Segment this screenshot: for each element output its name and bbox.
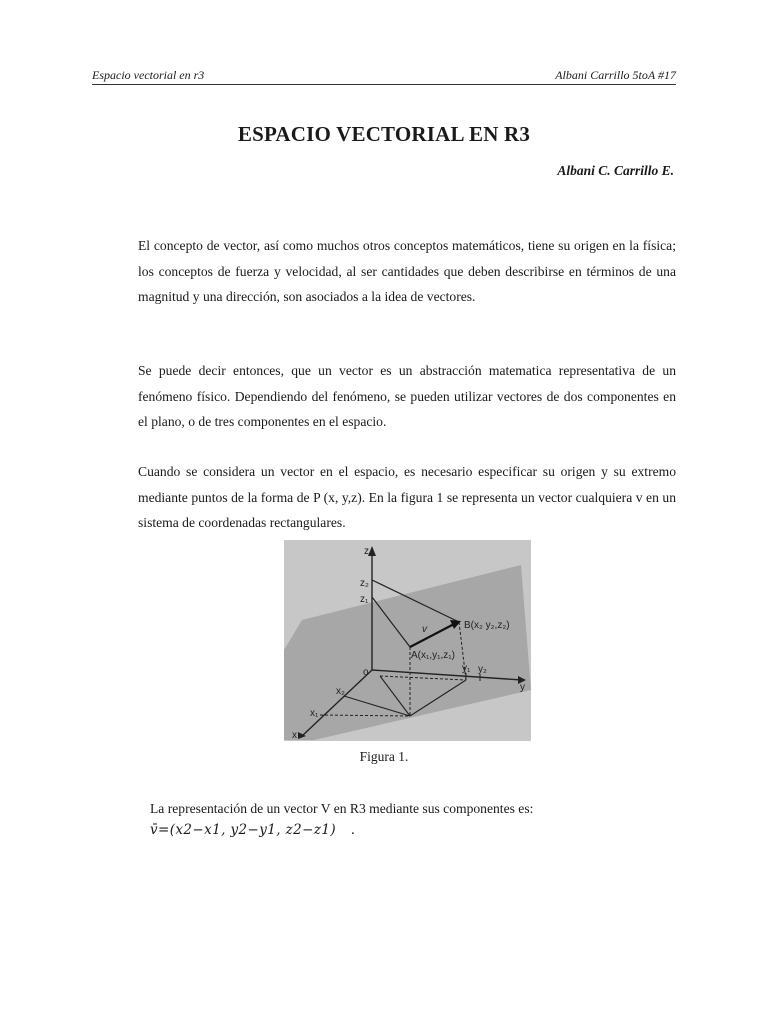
label-x2: x₂	[336, 686, 345, 697]
label-x: x	[292, 730, 297, 741]
label-b: B(x₂ y₂,z₂)	[464, 620, 510, 631]
label-x1: x₁	[310, 708, 319, 719]
label-y: y	[520, 682, 525, 693]
formula-period: .	[350, 822, 356, 838]
vector-formula	[150, 822, 355, 838]
label-a: A(x₁,y₁,z₁)	[411, 650, 456, 661]
label-y1: y₁	[462, 663, 471, 674]
label-v: v	[422, 624, 427, 635]
label-z1: z₁	[360, 594, 369, 605]
figure-1	[284, 540, 531, 741]
label-z: z	[364, 546, 369, 557]
paragraph-3: Cuando se considera un vector en el espacio, es necesario especificar su origen y su extremo mediante puntos de la forma de P (x, y,z). En la figura 1 se representa un vector cualquiera v en un sistema de coordenadas rectangulares.	[138, 464, 676, 531]
label-y2: y₂	[478, 664, 487, 675]
figure-caption: Figura 1.	[359, 749, 409, 764]
formula-sentence: La representación de un vector V en R3 mediante sus componentes es:	[150, 801, 534, 816]
paragraph-1: El concepto de vector, así como muchos otros conceptos matemáticos, tiene su origen en la física; los conceptos de fuerza y velocidad, al ser cantidades que deben describirse en términos de una magnitud y una dirección, son asociados a la idea de vectores.	[138, 238, 676, 305]
author-name: Albani C. Carrillo E.	[557, 163, 674, 178]
label-z2: z₂	[360, 578, 369, 589]
label-origin: o	[363, 667, 369, 678]
page-header	[92, 68, 676, 85]
shaded-plane	[284, 565, 531, 740]
header-left: Espacio vectorial en r3	[92, 68, 205, 82]
document-title: ESPACIO VECTORIAL EN R3	[237, 122, 531, 146]
coordinate-diagram	[284, 540, 531, 741]
z-arrow-icon	[368, 546, 376, 556]
header-right: Albani Carrillo 5toA #17	[555, 68, 676, 82]
paragraph-2: Se puede decir entonces, que un vector es un abstracción matematica representativa de un fenómeno físico. Dependiendo del fenómeno, se pueden utilizar vectores de dos componentes en el plano, o de tres componentes en el espacio.	[138, 363, 676, 430]
formula-expression: v̄=(x2−x1, y2−y1, z2−z1)	[150, 822, 337, 838]
